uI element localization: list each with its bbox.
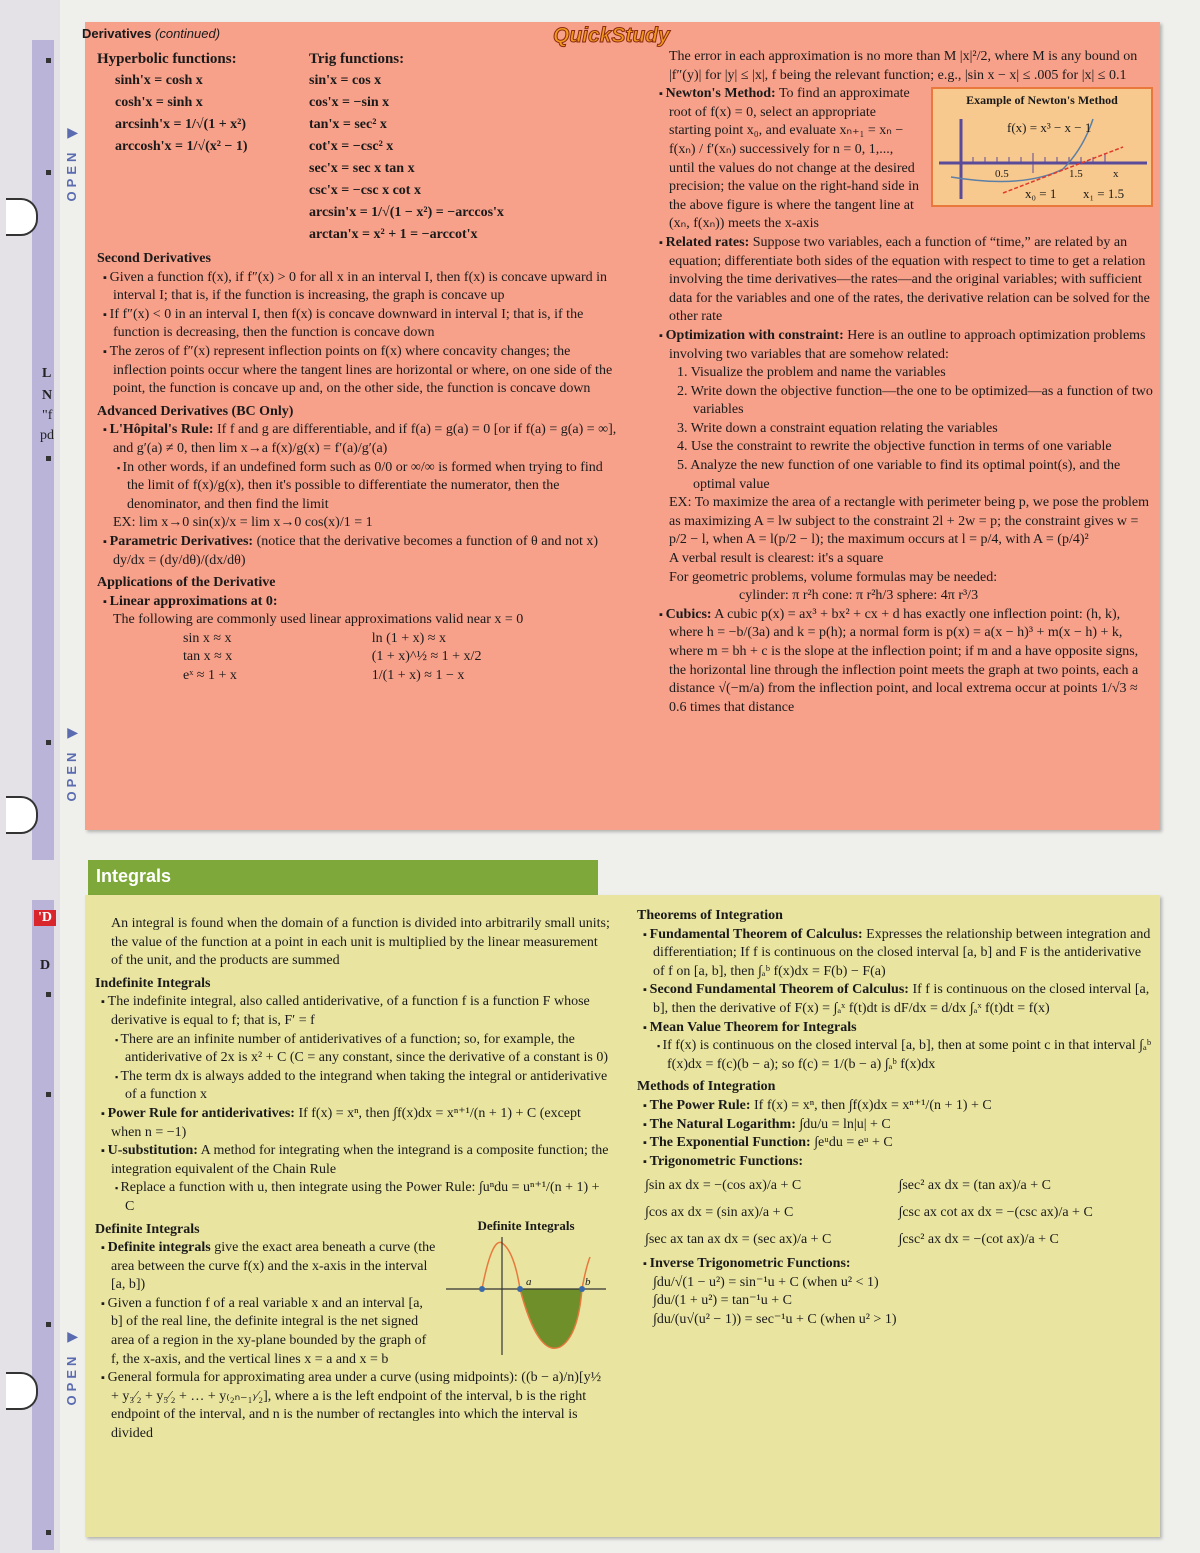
content-list <box>97 250 617 686</box>
bullet-item <box>97 593 617 612</box>
formula: (1 + x)^½ ≈ 1 + x/2 <box>371 649 482 665</box>
paragraph: An integral is found when the domain of a function is divided into arbitrarily small units; the value of the function at a point in each unit is multiplied by the linear measurement of the unit, and the products are summed <box>111 916 610 969</box>
formula: sin x ≈ x <box>183 630 232 646</box>
bullet-item: ▪ General formula for approximating area under a curve (using midpoints): ((b − a)/n)[y½ + y₃⁄₂ + y₅⁄₂ + … + y₍₂ₙ₋₁₎⁄₂], where a is the left endpoint of the interval, b is the right endpoint of the interval, and n is the number of rectangles into which the interval is divided <box>95 1369 610 1443</box>
paragraph: For geometric problems, volume formulas may be needed: <box>669 569 998 585</box>
brand-logo: QuickStudy <box>553 24 670 47</box>
formula: ∫sin ax dx = −(cos ax)/a + C <box>645 1178 802 1194</box>
content-list <box>637 907 1152 1329</box>
formula-line: sin'x = cos x <box>309 73 382 88</box>
item-lead: Fundamental Theorem of Calculus: <box>649 926 863 942</box>
trig-functions <box>309 48 617 246</box>
bullet-item <box>653 234 1153 327</box>
margin-fragment: 'D <box>34 910 56 926</box>
formula-grid <box>97 630 617 686</box>
figure-title: Example of Newton's Method <box>966 93 1118 108</box>
trig-title: Trig functions: <box>309 51 405 67</box>
formula-line: sec'x = sec x tan x <box>309 161 415 176</box>
open-tab-label: OPEN <box>64 148 79 202</box>
x1-label: x₁ = 1.5 <box>1083 186 1125 202</box>
item-lead: Mean Value Theorem for Integrals <box>649 1019 857 1035</box>
item-lead: Newton's Method: <box>665 86 776 102</box>
integrals-left-column <box>95 915 610 1444</box>
item-text: Suppose two variables, each a function of “time,” are related by an equation; differentiate both sides of the equation with respect to time to get a relation involving the time derivatives—the rates—and the original variables; with sufficient data for the variables and one of the rates, the derivative relation can be solved for the other rate <box>669 234 1150 325</box>
content-list <box>97 70 309 158</box>
section-header <box>82 26 220 41</box>
formula: ln (1 + x) ≈ x <box>371 630 446 646</box>
definite-integrals-figure <box>442 1217 610 1357</box>
function-derivatives <box>97 48 617 246</box>
b-label: b <box>585 1275 591 1288</box>
formula-line: csc'x = −csc x cot x <box>309 183 421 198</box>
item-text: Here is an outline to approach optimization problems involving two variables that are somehow related: <box>669 327 1146 362</box>
bullet-item <box>637 1097 1152 1116</box>
bullet-item <box>637 1255 1152 1274</box>
sub-bullet-item: ▪ If f(x) is continuous on the closed interval [a, b], then at some point c in that interval ∫ₐᵇ f(x)dx = f(c)(b − a); so f(c) = 1/(b − a) ∫ₐᵇ f(x)dx <box>637 1037 1152 1074</box>
item-text: (notice that the derivative becomes a function of θ and not x) dy/dx = (dy/dθ)/(dx/dθ) <box>113 533 599 568</box>
section-heading: Methods of Integration <box>637 1079 776 1095</box>
section-note: (continued) <box>155 26 221 41</box>
formula-line: cosh'x = sinh x <box>115 95 203 110</box>
item-lead: Definite integrals <box>107 1240 211 1256</box>
item-text: If f(x) = xⁿ, then ∫f(x)dx = xⁿ⁺¹/(n + 1) + C (except when n = −1) <box>111 1105 581 1140</box>
content-list <box>309 70 617 246</box>
item-lead: Power Rule for antiderivatives: <box>107 1105 295 1121</box>
paragraph: The following are commonly used linear approximations valid near x = 0 <box>113 612 524 628</box>
sub-bullet-item: ▪ There are an infinite number of antiderivatives of a function; so, for example, the antiderivative of 2x is x² + C (C = any constant, since the derivative of a constant is 0) <box>95 1031 610 1068</box>
formula: 1/(1 + x) ≈ 1 − x <box>371 668 465 684</box>
hyperbolic-functions <box>97 48 309 246</box>
open-tab[interactable]: OPEN ◀ <box>64 122 79 202</box>
formula: ∫cos ax dx = (sin ax)/a + C <box>645 1204 794 1220</box>
derivatives-panel <box>82 22 1160 830</box>
item-text: To find an approximate root of f(x) = 0, select an appropriate starting point x₀, and evaluate xₙ₊₁ = xₙ − f(xₙ) / f′(xₙ) successively for n = 0, 1,..., until the values do not change at the desired precision; the value on the right-hand side in the above figure is where the tangent line at (xₙ, f(xₙ)) meets the x-axis <box>669 86 919 232</box>
bullet-item <box>653 606 1153 718</box>
item-lead: The Exponential Function: <box>649 1135 811 1151</box>
binder-hole <box>6 1372 38 1410</box>
bullet-item <box>637 1153 1152 1172</box>
bullet-item: ▪ If f″(x) < 0 in an interval I, then f(x) is concave downward in interval I; that is, if the function is decreasing, then the function is concave down <box>97 306 617 343</box>
content-list <box>653 48 1153 85</box>
x0-label: x₀ = 1 <box>1025 186 1057 202</box>
bullet-item: ▪ The zeros of f″(x) represent inflection points on f(x) where concavity changes; the inflection points occur where the tangent lines are horizontal or where, on one side of the point, the function is concave up and, on the other side, the function is concave down <box>97 343 617 399</box>
numbered-step: 5. Analyze the new function of one variable to find its optimal point(s), and the optimal value <box>677 458 1121 492</box>
item-lead: Second Fundamental Theorem of Calculus: <box>649 982 909 998</box>
formula-line: sinh'x = cosh x <box>115 73 203 88</box>
section-heading: Second Derivatives <box>97 251 211 266</box>
bullet-item: ▪ Given a function f of a real variable x and an interval [a, b] of the real line, the definite integral is the net signed area of a region in the xy-plane bounded by the graph of f, the x-axis, and the vertical lines x = a and x = b <box>95 1295 610 1369</box>
tick-label: x <box>1113 168 1119 181</box>
open-tab-label: OPEN <box>64 1352 79 1406</box>
item-lead: Linear approximations at 0: <box>109 593 278 609</box>
bullet-item <box>637 1019 1152 1038</box>
item-lead: Trigonometric Functions: <box>649 1153 803 1169</box>
bullet-item <box>637 1116 1152 1135</box>
section-heading: Indefinite Integrals <box>95 975 211 991</box>
margin-fragment: L <box>42 366 52 381</box>
margin-tab-strip <box>32 900 54 1550</box>
margin-fragment: pd <box>40 428 54 443</box>
bullet-item <box>653 327 1153 364</box>
bullet-item <box>637 1134 1152 1153</box>
hyperbolic-title: Hyperbolic functions: <box>97 51 237 67</box>
open-tab[interactable]: OPEN ◀ <box>64 1326 79 1406</box>
margin-fragment: "f <box>42 408 53 423</box>
section-heading: Theorems of Integration <box>637 908 783 923</box>
item-lead: Cubics: <box>665 606 712 622</box>
sub-bullet-item: ▪ The term dx is always added to the integrand when taking the integral or antiderivative of a function x <box>95 1068 610 1105</box>
bullet-item <box>97 533 617 570</box>
paragraph: The error in each approximation is no more than M |x|²/2, where M is any bound on |f″(y)| for |y| ≤ |x|, f being the relevant function; e.g., |sin x − x| ≤ .005 for |x| ≤ 0.1 <box>669 49 1138 83</box>
item-text: give the exact area beneath a curve (the area between the curve f(x) and the x-axis in the interval [a, b]) <box>111 1240 436 1293</box>
bullet-item <box>637 981 1152 1018</box>
open-tab[interactable]: OPEN ◀ <box>64 722 79 802</box>
margin-fragment: D <box>40 958 51 973</box>
item-lead: Optimization with constraint: <box>665 327 844 343</box>
formula-line: cylinder: π r²h cone: π r²h/3 sphere: 4π r³/3 <box>739 588 979 604</box>
sub-bullet-item: ▪ In other words, if an undefined form such as 0/0 or ∞/∞ is formed when trying to find the limit of f(x)/g(x), then it's possible to differentiate the numerator, then the denominator, and then find the limit <box>97 459 617 515</box>
formula-line: arccosh'x = 1/√(x² − 1) <box>115 139 248 154</box>
integrals-panel <box>85 895 1160 1537</box>
binder-hole <box>6 198 38 236</box>
integrals-right-column <box>637 903 1152 1329</box>
paragraph: EX: lim x→0 sin(x)/x = lim x→0 cos(x)/1 = 1 <box>113 515 373 531</box>
a-label: a <box>526 1275 532 1288</box>
item-text: A method for integrating when the integrand is a composite function; the integration equivalent of the Chain Rule <box>111 1143 609 1177</box>
sub-bullet-item: ▪ Replace a function with u, then integrate using the Power Rule: ∫uⁿdu = uⁿ⁺¹/(n + 1) + C <box>95 1179 610 1216</box>
formula: eˣ ≈ 1 + x <box>183 668 237 684</box>
bullet-item <box>95 1142 610 1179</box>
item-lead: Inverse Trigonometric Functions: <box>649 1256 851 1272</box>
bullet-item: ▪ Given a function f(x), if f″(x) > 0 for all x in an interval I, then f(x) is concave upward in interval I; that is, if the function is increasing, the graph is concave up <box>97 269 617 306</box>
paragraph: ∫du/√(1 − u²) = sin⁻¹u + C (when u² < 1) <box>653 1274 879 1290</box>
derivatives-right-column <box>653 48 1153 717</box>
formula-line: arcsinh'x = 1/√(1 + x²) <box>115 117 247 132</box>
item-lead: L'Hôpital's Rule: <box>109 422 214 438</box>
formula: tan x ≈ x <box>183 649 233 665</box>
paragraph: A verbal result is clearest: it's a square <box>669 551 884 567</box>
bullet-item <box>95 1105 610 1142</box>
newton-method-figure <box>931 87 1153 207</box>
integrals-section-header: Integrals <box>88 860 598 900</box>
item-lead: Related rates: <box>665 234 750 250</box>
item-lead: The Natural Logarithm: <box>649 1116 796 1132</box>
formula-line: arctan'x = x² + 1 = −arccot'x <box>309 227 478 242</box>
numbered-step: 2. Write down the objective function—the one to be optimized—as a function of two variables <box>677 383 1153 418</box>
bullet-item <box>97 421 617 458</box>
derivatives-left-column <box>97 48 617 686</box>
content-list <box>95 915 610 1217</box>
item-text: ∫eᵘdu = eᵘ + C <box>810 1135 893 1151</box>
formula: ∫csc² ax dx = −(cot ax)/a + C <box>898 1231 1059 1247</box>
numbered-step: 3. Write down a constraint equation relating the variables <box>677 420 998 436</box>
margin-fragment: N <box>42 388 53 403</box>
figure-title: Definite Integrals <box>477 1217 575 1233</box>
function-label: f(x) = x³ − x − 1 <box>1007 120 1092 136</box>
section-heading: Advanced Derivatives (BC Only) <box>97 403 294 419</box>
numbered-step: 4. Use the constraint to rewrite the objective function in terms of one variable <box>677 439 1112 455</box>
item-text: If f is continuous on the closed interval [a, b], then the derivative of F(x) = ∫ₐˣ f(t)dt is dF/dx = d/dx ∫ₐˣ f(t)dt = f(x) <box>653 982 1150 1016</box>
section-heading: Applications of the Derivative <box>97 575 276 591</box>
item-text: A cubic p(x) = ax³ + bx² + cx + d has exactly one inflection point: (h, k), where h = −b/(3a) and k = p(h); a normal form is p(x) = a(x − h)³ + m(x − h) + k, where m = bh + c is the slope at the inflection point; if m and a have opposite signs, the horizontal line through the inflection point meets the graph at two points, each a distance √(−m/a) from the inflection point, and local extrema occur at points 1/√3 ≈ 0.6 times that distance <box>669 606 1139 715</box>
item-text: Expresses the relationship between integration and differentiation; If f is continuous on the closed interval [a, b] and F is the antiderivative of f on [a, b], then ∫ₐᵇ f(x)dx = F(b) − F(a) <box>653 926 1151 979</box>
margin-tab-strip <box>32 40 54 860</box>
item-lead: U-substitution: <box>107 1143 198 1159</box>
item-lead: The Power Rule: <box>649 1097 751 1113</box>
binder-margin <box>0 0 60 1553</box>
formula-line: cos'x = −sin x <box>309 95 390 110</box>
section-heading: Definite Integrals <box>95 1221 200 1237</box>
formula: ∫csc ax cot ax dx = −(csc ax)/a + C <box>898 1204 1093 1220</box>
bullet-item: ▪ The indefinite integral, also called antiderivative, of a function f is a function F whose derivative is equal to f; that is, F′ = f <box>95 993 610 1030</box>
item-text: ∫du/u = ln|u| + C <box>795 1116 891 1132</box>
binder-hole <box>6 796 38 834</box>
formula: ∫sec ax tan ax dx = (sec ax)/a + C <box>645 1231 832 1247</box>
item-text: If f(x) = xⁿ, then ∫f(x)dx = xⁿ⁺¹/(n + 1) + C <box>750 1097 992 1113</box>
section-title: Derivatives <box>82 26 152 41</box>
formula-line: cot'x = −csc² x <box>309 139 394 154</box>
open-tab-label: OPEN <box>64 748 79 802</box>
bullet-item <box>637 926 1152 982</box>
tick-label: 0.5 <box>995 168 1009 181</box>
item-text: If f and g are differentiable, and if f(a) = g(a) = 0 [or if f(a) = g(a) = ∞], and g′(a) ≠ 0, then lim x→a f(x)/g(x) = f′(a)/g′(a) <box>113 422 617 456</box>
paragraph: EX: To maximize the area of a rectangle with perimeter being p, we pose the problem as maximizing A = lw subject to the constraint 2l + 2w = p; the constraint gives w = p/2 − l, when A = l(p/2 − l); the maximum occurs at l = p/4, with A = (p/4)² <box>669 495 1150 548</box>
formula-line: arcsin'x = 1/√(1 − x²) = −arccos'x <box>309 205 504 220</box>
tick-label: 1.5 <box>1069 168 1083 181</box>
paragraph: ∫du/(1 + u²) = tan⁻¹u + C <box>653 1293 792 1309</box>
paragraph: ∫du/(u√(u² − 1)) = sec⁻¹u + C (when u² > 1) <box>653 1311 897 1327</box>
formula: ∫sec² ax dx = (tan ax)/a + C <box>898 1178 1051 1194</box>
formula-line: tan'x = sec² x <box>309 117 387 132</box>
numbered-step: 1. Visualize the problem and name the variables <box>677 365 946 381</box>
item-lead: Parametric Derivatives: <box>109 533 254 549</box>
formula-grid <box>637 1177 1152 1249</box>
